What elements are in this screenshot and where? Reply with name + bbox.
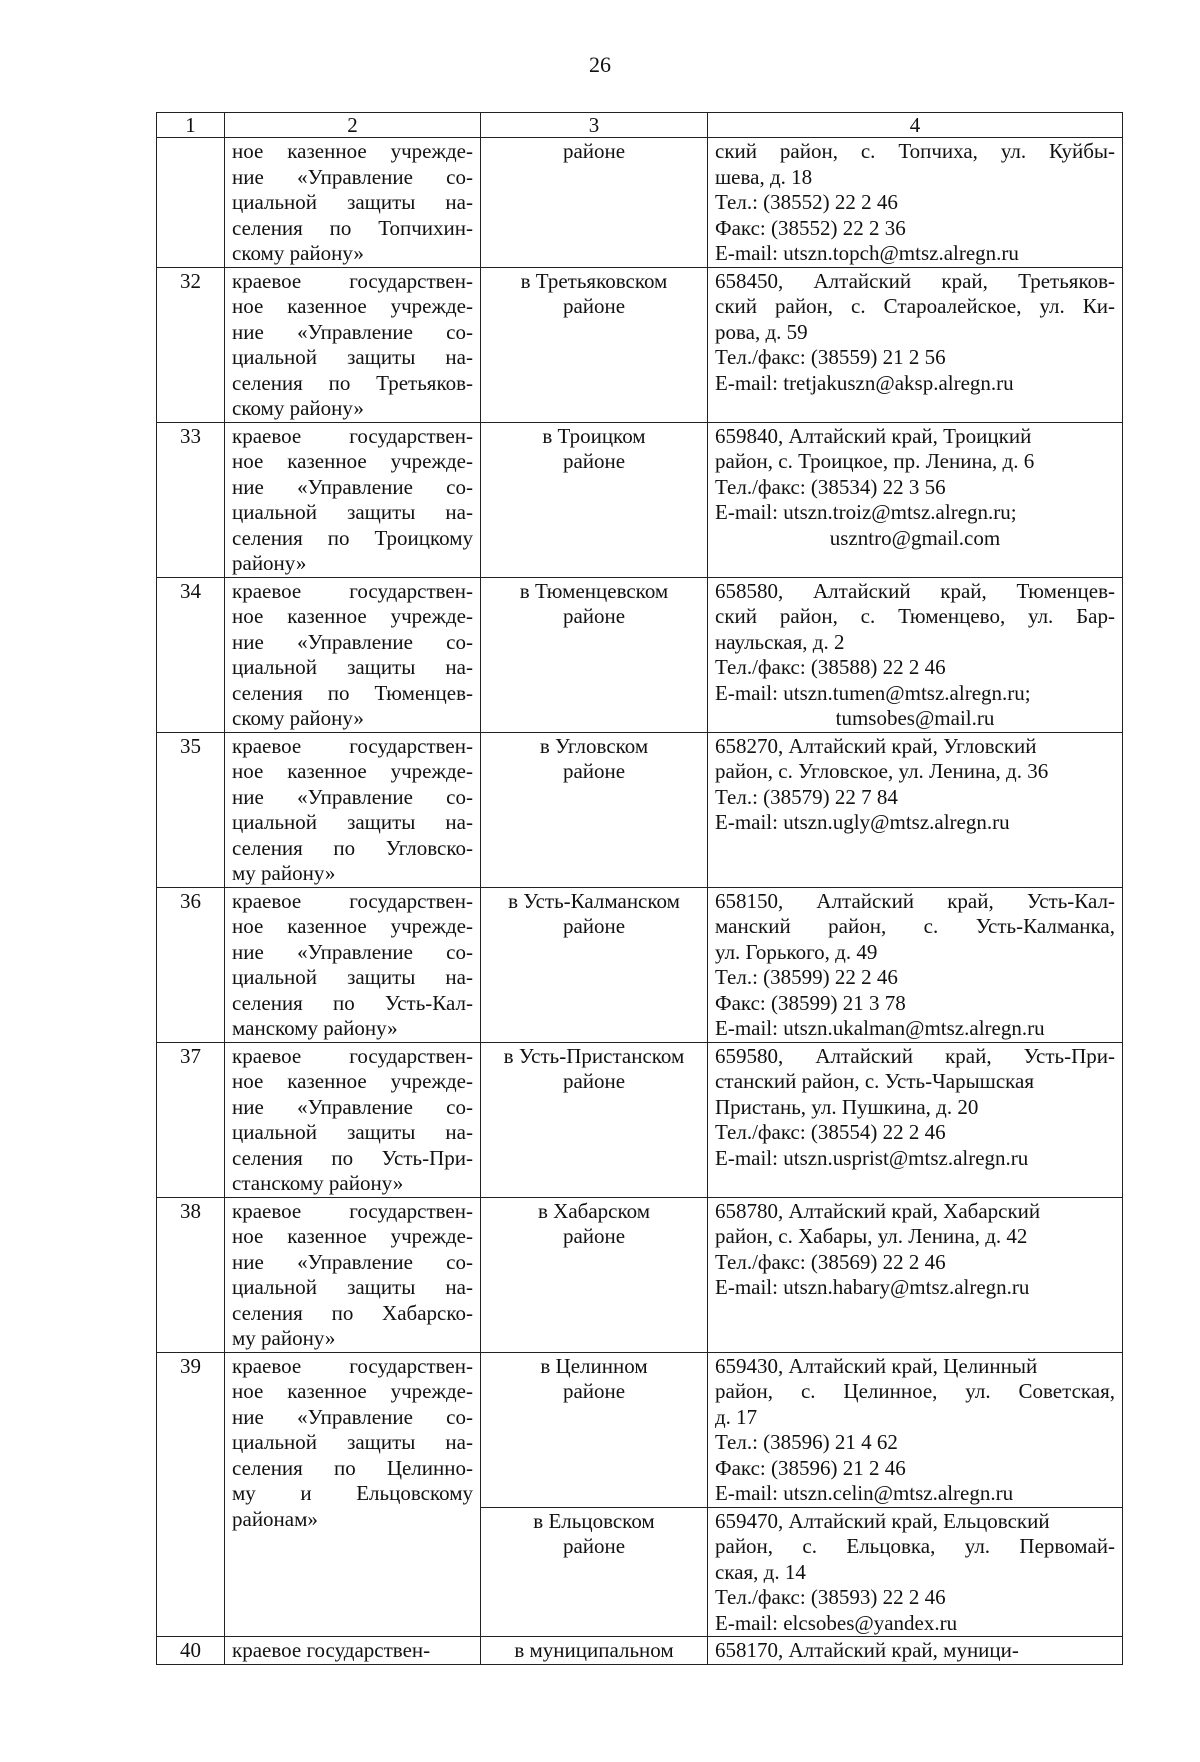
page-number: 26 <box>589 52 611 77</box>
district-line: районе <box>562 914 626 938</box>
table-row <box>157 887 1123 1042</box>
address-line: E-mail: utszn.topch@mtsz.alregn.ru <box>715 241 1019 265</box>
address-line: E-mail: utszn.habary@mtsz.alregn.ru <box>715 1275 1030 1299</box>
institution-name-line: станскому району» <box>232 1171 404 1195</box>
address-line: ский район, с. Топчиха, ул. Куйбы- <box>715 139 1115 163</box>
district-line: в Ельцовском <box>533 1508 655 1533</box>
address-line: район, с. Троицкое, пр. Ленина, д. 6 <box>715 449 1035 473</box>
address-line: Факс: (38552) 22 2 36 <box>715 215 906 240</box>
district-line: в Тюменцевском <box>519 578 669 603</box>
institution-name-line: циальной защиты на- <box>232 655 473 679</box>
district <box>481 732 708 887</box>
institution-name-line: краевое государствен- <box>232 888 473 913</box>
district-line: в Троицком <box>542 423 646 448</box>
district-line: районе <box>562 294 626 318</box>
institution-name-line: ние «Управление со- <box>232 939 473 964</box>
table-row <box>157 1637 1123 1665</box>
address-line: E-mail: utszn.tumen@mtsz.alregn.ru; <box>715 680 1031 705</box>
address-line: Тел.: (38552) 22 2 46 <box>715 190 898 214</box>
address <box>708 1197 1123 1352</box>
district <box>481 1637 708 1665</box>
address-line: Тел./факс: (38588) 22 2 46 <box>715 655 946 679</box>
district <box>481 1507 708 1637</box>
institution-name-line: ние «Управление со- <box>232 1094 473 1119</box>
institution-name-line: ное казенное учрежде- <box>232 1379 473 1403</box>
address-line: Тел./факс: (38534) 22 3 56 <box>715 474 946 499</box>
address-line: 658780, Алтайский край, Хабарский <box>715 1198 1041 1223</box>
institution-name <box>225 1352 481 1637</box>
institution-name-line: циальной защиты на- <box>232 1120 473 1144</box>
address-line: ский район, с. Староалейское, ул. Ки- <box>715 294 1115 318</box>
column-header: 4 <box>708 113 1123 138</box>
address-line: ул. Горького, д. 49 <box>715 939 878 964</box>
table-body <box>157 138 1123 1665</box>
address <box>708 577 1123 732</box>
institution-name-line: селения по Целинно- <box>232 1455 473 1480</box>
address-line: E-mail: utszn.ukalman@mtsz.alregn.ru <box>715 1016 1045 1040</box>
institution-name-line: ное казенное учрежде- <box>232 1069 473 1093</box>
district-line: в Усть-Пристанском <box>503 1043 685 1068</box>
address-line: 659580, Алтайский край, Усть-При- <box>715 1043 1115 1068</box>
address-line: 658270, Алтайский край, Угловский <box>715 733 1037 758</box>
district-line: районе <box>562 759 626 783</box>
institution-name-line: циальной защиты на- <box>232 500 473 524</box>
address-line: манский район, с. Усть-Калманка, <box>715 914 1115 938</box>
column-header: 3 <box>481 113 708 138</box>
institution-name-line: селения по Угловско- <box>232 835 473 860</box>
address-line: E-mail: utszn.ugly@mtsz.alregn.ru <box>715 810 1010 834</box>
row-number: 34 <box>157 577 225 732</box>
address-line: Факс: (38596) 21 2 46 <box>715 1455 906 1480</box>
row-number: 38 <box>157 1197 225 1352</box>
institution-name-line: скому району» <box>232 706 364 730</box>
institution-name-line: му району» <box>232 1326 336 1350</box>
institution-name <box>225 1637 481 1665</box>
address-line: Тел./факс: (38554) 22 2 46 <box>715 1120 946 1144</box>
address-line: E-mail: utszn.usprist@mtsz.alregn.ru <box>715 1145 1029 1170</box>
institution-name-line: краевое государствен- <box>232 733 473 758</box>
address-line: Пристань, ул. Пушкина, д. 20 <box>715 1094 979 1119</box>
address <box>708 138 1123 268</box>
table-row <box>157 1352 1123 1507</box>
institution-name-line: району» <box>232 551 307 575</box>
address-line: Тел./факс: (38593) 22 2 46 <box>715 1585 946 1609</box>
row-number: 37 <box>157 1042 225 1197</box>
table-header-row <box>157 113 1123 138</box>
address-line: д. 17 <box>715 1404 758 1429</box>
institution-name-line: районам» <box>232 1506 318 1531</box>
table-row <box>157 1042 1123 1197</box>
address-line: станский район, с. Усть-Чарышская <box>715 1069 1035 1093</box>
institution-name <box>225 138 481 268</box>
column-header: 2 <box>225 113 481 138</box>
institution-name-line: ное казенное учрежде- <box>232 1224 473 1248</box>
row-number <box>157 138 225 268</box>
table-row <box>157 422 1123 577</box>
district <box>481 577 708 732</box>
district-line: районе <box>562 1069 626 1093</box>
table-row <box>157 1197 1123 1352</box>
address-line: Тел.: (38599) 22 2 46 <box>715 965 898 989</box>
table-row <box>157 732 1123 887</box>
address-line: E-mail: tretjakuszn@aksp.alregn.ru <box>715 370 1014 395</box>
address <box>708 267 1123 422</box>
row-number: 40 <box>157 1637 225 1665</box>
address-line: район, с. Целинное, ул. Советская, <box>715 1379 1115 1403</box>
address-line: 659430, Алтайский край, Целинный <box>715 1353 1038 1378</box>
institution-name-line: манскому району» <box>232 1016 398 1040</box>
address-line: ская, д. 14 <box>715 1559 806 1584</box>
district <box>481 1352 708 1507</box>
institution-name-line: му району» <box>232 861 336 885</box>
institution-name-line: ние «Управление со- <box>232 164 473 189</box>
institution-name-line: краевое государствен- <box>232 1638 431 1662</box>
institution-name-line: селения по Топчихин- <box>232 215 473 240</box>
institution-name-line: ное казенное учрежде- <box>232 294 473 318</box>
district <box>481 887 708 1042</box>
institution-name-line: ние «Управление со- <box>232 1249 473 1274</box>
row-number: 39 <box>157 1352 225 1637</box>
district-line: в Хабарском <box>537 1198 650 1223</box>
address-line: E-mail: utszn.celin@mtsz.alregn.ru <box>715 1481 1014 1505</box>
institution-name-line: ное казенное учрежде- <box>232 604 473 628</box>
institution-name-line: циальной защиты на- <box>232 1275 473 1299</box>
address-line: рова, д. 59 <box>715 319 808 344</box>
district <box>481 1042 708 1197</box>
institution-name-line: селения по Троицкому <box>232 525 473 550</box>
institution-name-line: селения по Усть-При- <box>232 1145 473 1170</box>
address-line: 658580, Алтайский край, Тюменцев- <box>715 578 1115 603</box>
address-line: E-mail: utszn.troiz@mtsz.alregn.ru; <box>715 500 1017 524</box>
district <box>481 422 708 577</box>
district-line: в Усть-Калманском <box>508 888 680 913</box>
institution-name-line: циальной защиты на- <box>232 345 473 369</box>
address-line: uszntro@gmail.com <box>829 525 1001 550</box>
address <box>708 1352 1123 1507</box>
address-line: Факс: (38599) 21 3 78 <box>715 990 906 1015</box>
institution-name-line: ное казенное учрежде- <box>232 759 473 783</box>
address-line: шева, д. 18 <box>715 164 813 189</box>
address-line: 658170, Алтайский край, муници- <box>715 1638 1019 1662</box>
institution-name-line: скому району» <box>232 396 364 420</box>
address-line: Тел./факс: (38569) 22 2 46 <box>715 1249 946 1274</box>
institution-name-line: циальной защиты на- <box>232 190 473 214</box>
institution-name-line: му и Ельцовскому <box>232 1481 473 1505</box>
row-number: 35 <box>157 732 225 887</box>
table-row <box>157 577 1123 732</box>
address <box>708 422 1123 577</box>
address-line: Тел.: (38596) 21 4 62 <box>715 1430 898 1454</box>
district <box>481 138 708 268</box>
institution-name <box>225 1042 481 1197</box>
institution-name-line: селения по Усть-Кал- <box>232 990 473 1015</box>
address-line: E-mail: elcsobes@yandex.ru <box>715 1610 958 1635</box>
address-line: tumsobes@mail.ru <box>835 706 995 730</box>
institution-name <box>225 732 481 887</box>
institution-name-line: ное казенное учрежде- <box>232 139 473 163</box>
institution-name-line: краевое государствен- <box>232 268 473 293</box>
institution-name-line: ние «Управление со- <box>232 474 473 499</box>
institution-name-line: селения по Третьяков- <box>232 370 473 395</box>
address-line: 659840, Алтайский край, Троицкий <box>715 423 1032 448</box>
table-row <box>157 267 1123 422</box>
institution-name-line: краевое государствен- <box>232 1198 473 1223</box>
institution-name-line: ное казенное учрежде- <box>232 449 473 473</box>
address-line: Тел.: (38579) 22 7 84 <box>715 784 898 809</box>
district-line: в Третьяковском <box>520 268 668 293</box>
address-line: район, с. Угловское, ул. Ленина, д. 36 <box>715 759 1049 783</box>
institution-name <box>225 887 481 1042</box>
institution-name-line: скому району» <box>232 241 364 265</box>
address <box>708 1637 1123 1665</box>
district-line: в муниципальном <box>514 1638 674 1662</box>
district-line: районе <box>562 1534 626 1558</box>
institution-name-line: краевое государствен- <box>232 578 473 603</box>
district-line: районе <box>562 604 626 628</box>
district-line: районе <box>562 1379 626 1403</box>
institution-name-line: ние «Управление со- <box>232 1404 473 1429</box>
address-line: 658450, Алтайский край, Третьяков- <box>715 268 1115 293</box>
address-line: ский район, с. Тюменцево, ул. Бар- <box>715 604 1115 628</box>
address-line: 658150, Алтайский край, Усть-Кал- <box>715 888 1115 913</box>
institution-name-line: ние «Управление со- <box>232 319 473 344</box>
institution-name-line: краевое государствен- <box>232 1043 473 1068</box>
district-line: районе <box>562 1224 626 1248</box>
institution-name-line: ное казенное учрежде- <box>232 914 473 938</box>
address-line: 659470, Алтайский край, Ельцовский <box>715 1508 1050 1533</box>
address-line: Тел./факс: (38559) 21 2 56 <box>715 345 946 369</box>
institution-name-line: краевое государствен- <box>232 423 473 448</box>
institution-name-line: ние «Управление со- <box>232 629 473 654</box>
institution-name-line: ние «Управление со- <box>232 784 473 809</box>
address <box>708 1507 1123 1637</box>
district-line: в Угловском <box>539 733 649 758</box>
institution-name <box>225 422 481 577</box>
address <box>708 887 1123 1042</box>
district <box>481 267 708 422</box>
institution-name-line: селения по Хабарско- <box>232 1300 473 1325</box>
row-number: 33 <box>157 422 225 577</box>
institution-name <box>225 577 481 732</box>
institution-name <box>225 1197 481 1352</box>
row-number: 32 <box>157 267 225 422</box>
column-header: 1 <box>157 113 225 138</box>
address-line: наульская, д. 2 <box>715 629 845 654</box>
institution-name-line: селения по Тюменцев- <box>232 680 473 705</box>
address <box>708 1042 1123 1197</box>
row-number: 36 <box>157 887 225 1042</box>
table-row <box>157 138 1123 268</box>
district-line: в Целинном <box>540 1353 648 1378</box>
institutions-table <box>156 112 1123 1665</box>
institution-name-line: циальной защиты на- <box>232 1430 473 1454</box>
institution-name-line: краевое государствен- <box>232 1353 473 1378</box>
address-line: район, с. Хабары, ул. Ленина, д. 42 <box>715 1224 1028 1248</box>
institution-name-line: циальной защиты на- <box>232 810 473 834</box>
district-line: районе <box>562 449 626 473</box>
address-line: район, с. Ельцовка, ул. Первомай- <box>715 1534 1115 1558</box>
institution-name <box>225 267 481 422</box>
district <box>481 1197 708 1352</box>
district-line: районе <box>562 139 626 163</box>
institution-name-line: циальной защиты на- <box>232 965 473 989</box>
address <box>708 732 1123 887</box>
